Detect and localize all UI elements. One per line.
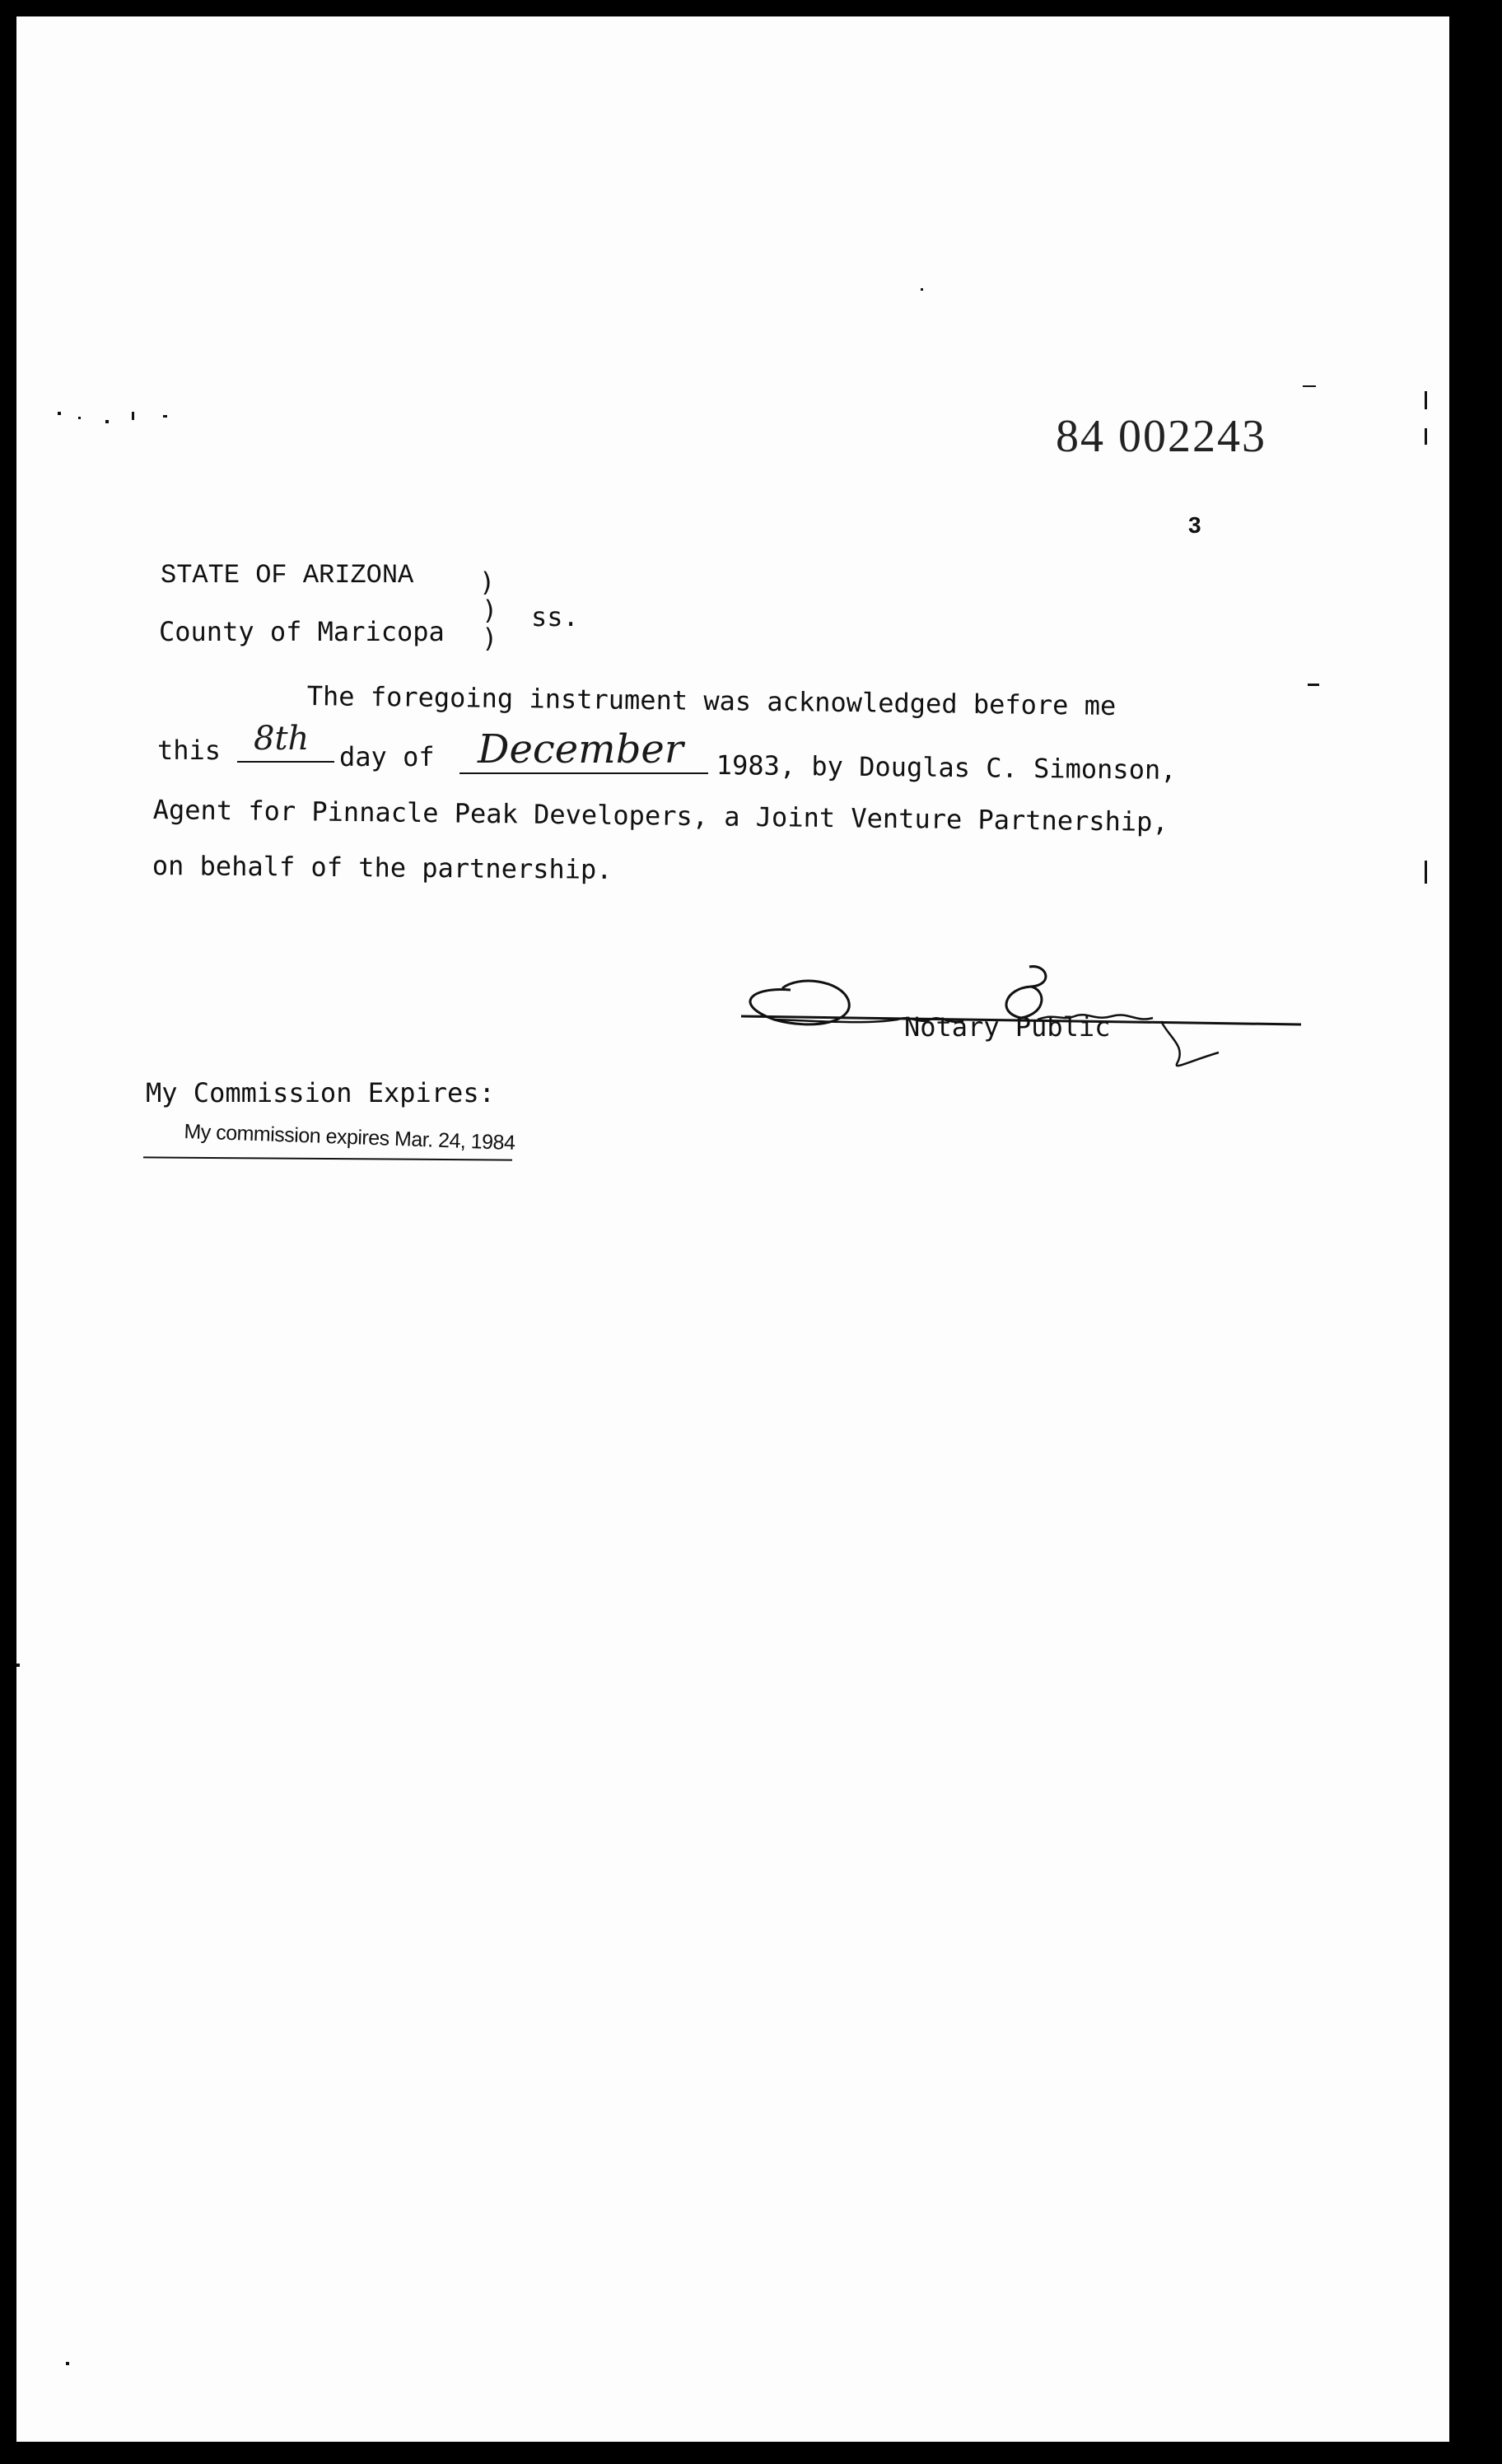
commission-label: My Commission Expires: [146, 1077, 495, 1108]
page-number: 3 [1188, 512, 1201, 538]
notary-signature [725, 939, 1318, 1071]
scan-speck [1425, 391, 1427, 409]
scan-speck [163, 415, 167, 418]
scan-speck [16, 1664, 20, 1667]
handwritten-day: 8th [254, 720, 310, 758]
handwritten-month: December [478, 726, 683, 772]
scan-speck [78, 417, 81, 419]
ss-label: ss. [531, 601, 579, 632]
scan-speck [1308, 684, 1319, 686]
month-blank-line [459, 772, 708, 774]
day-blank-line [237, 761, 334, 763]
scan-speck [921, 288, 923, 291]
document-page [16, 16, 1449, 2442]
body-line-3: Agent for Pinnacle Peak Developers, a Joint Venture Partnership, [152, 794, 1168, 838]
scan-speck [105, 420, 109, 423]
body-line-1: The foregoing instrument was acknowledged before me [306, 680, 1117, 722]
body-line-4: on behalf of the partnership. [152, 850, 613, 885]
scan-speck [132, 412, 134, 420]
bracket-paren: ) [482, 595, 498, 626]
scan-speck [58, 412, 61, 415]
body-this: this [157, 735, 222, 766]
body-line-2-rest: 1983, by Douglas C. Simonson, [716, 749, 1177, 786]
state-line: STATE OF ARIZONA [161, 560, 414, 590]
body-day-of: day of [339, 741, 435, 772]
document-number: 84 002243 [1056, 411, 1266, 462]
notary-public-label: Notary Public [904, 1011, 1111, 1043]
scan-speck [1425, 861, 1427, 884]
scan-speck [1425, 428, 1427, 445]
commission-line [143, 1156, 512, 1160]
commission-stamp: My commission expires Mar. 24, 1984 [184, 1120, 515, 1155]
bracket-paren: ) [479, 567, 496, 598]
scan-speck [1303, 385, 1316, 387]
county-line: County of Maricopa [159, 616, 445, 647]
scan-speck [66, 2362, 69, 2365]
bracket-paren: ) [482, 623, 498, 654]
